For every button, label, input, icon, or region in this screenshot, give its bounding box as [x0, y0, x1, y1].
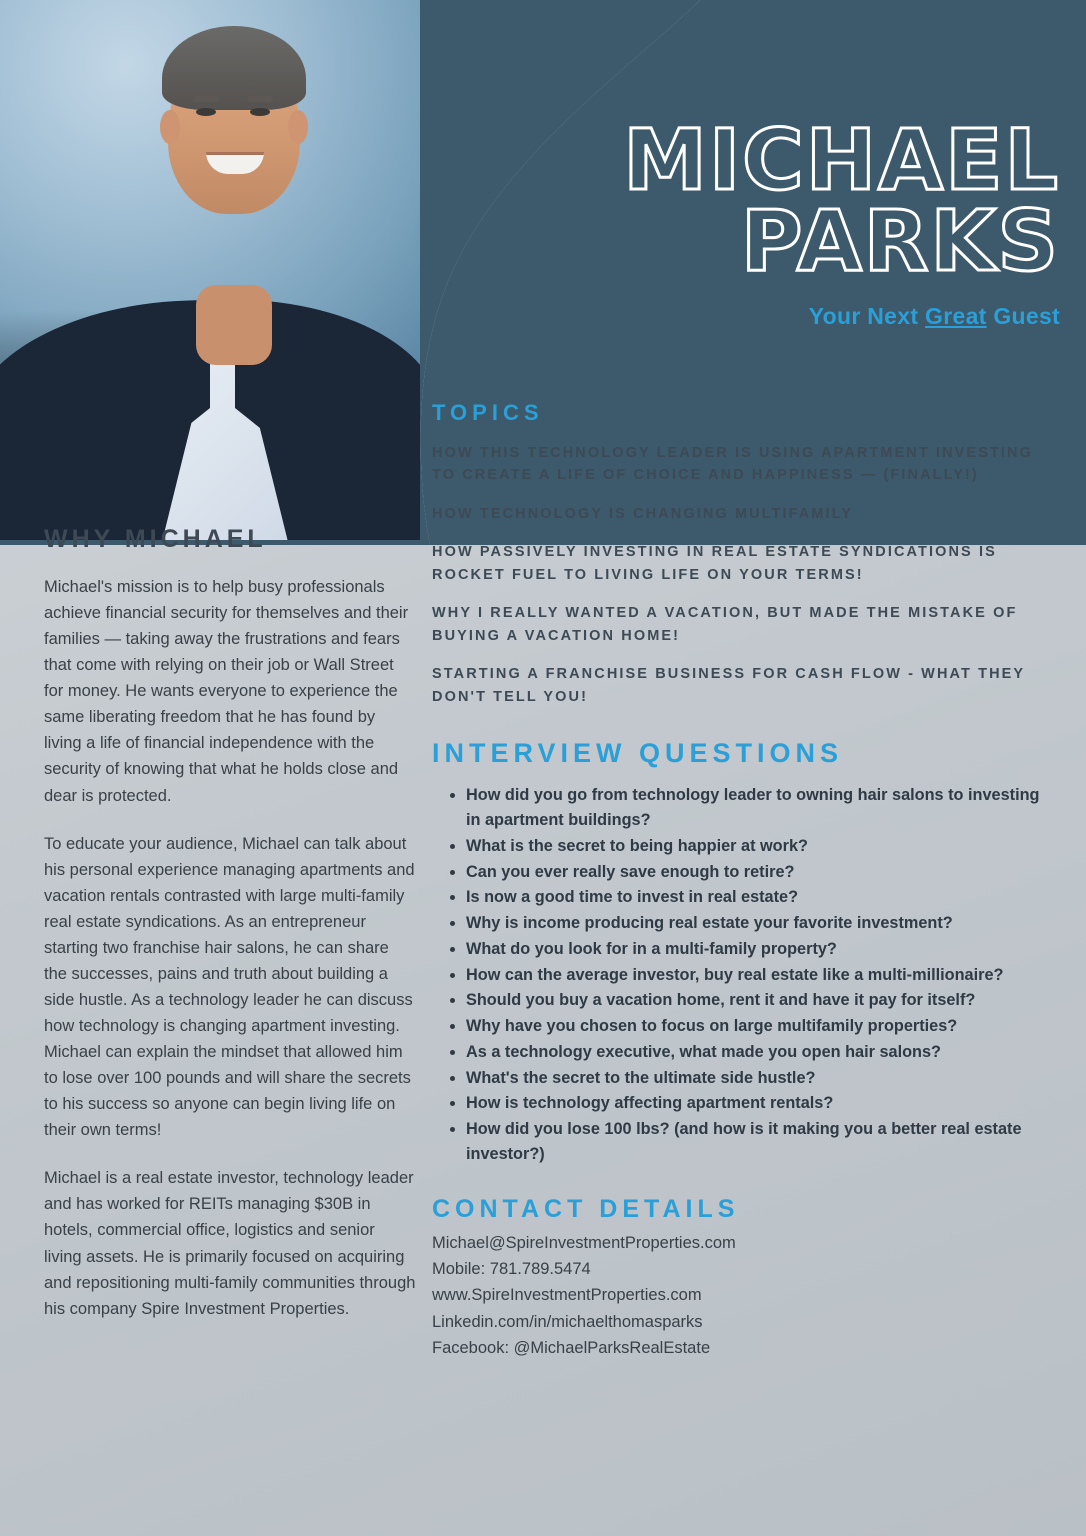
why-paragraph: Michael's mission is to help busy professionals achieve financial security for themselves and their families — taking away the frustrations and fears that come with relying on their job or Wall Street for money. He wants everyone to experience the same liberating freedom that he has found by living a life of financial independence with the security of knowing that what he holds close and dear is protected.	[44, 578, 409, 805]
why-michael-column	[44, 525, 416, 1344]
list-item: • How can the average investor, buy real estate like a multi-millionaire?	[466, 963, 1052, 988]
list-item: • How did you go from technology leader to owning hair salons to investing in apartment buildings?	[466, 783, 1052, 833]
tagline	[540, 303, 1060, 330]
why-michael-heading: WHY MICHAEL	[44, 525, 267, 553]
tagline-prefix: Your Next	[808, 303, 926, 330]
topic-item: HOW TECHNOLOGY IS CHANGING MULTIFAMILY	[432, 505, 854, 522]
contact-website[interactable]: www.SpireInvestmentProperties.com	[432, 1286, 702, 1305]
list-item: • Why have you chosen to focus on large multifamily properties?	[466, 1014, 1052, 1039]
topic-item: HOW PASSIVELY INVESTING IN REAL ESTATE SYNDICATIONS IS ROCKET FUEL TO LIVING LIFE ON YOUR TERMS!	[432, 544, 997, 583]
title-last-name: PARKS	[740, 191, 1060, 290]
topic-item: STARTING A FRANCHISE BUSINESS FOR CASH FLOW - WHAT THEY DON'T TELL YOU!	[432, 666, 1025, 705]
right-content-column	[432, 400, 1052, 1362]
why-paragraph: Michael is a real estate investor, technology leader and has worked for REITs managing $30B in hotels, commercial office, logistics and senior living assets. He is primarily focused on acquiring and repositioning multi-family communities through his company Spire Investment Properties.	[44, 1169, 416, 1318]
contact-linkedin[interactable]: Linkedin.com/in/michaelthomasparks	[432, 1312, 703, 1331]
contact-facebook[interactable]: Facebook: @MichaelParksRealEstate	[432, 1339, 711, 1358]
interview-questions-list	[466, 783, 1052, 1166]
tagline-suffix: Guest	[986, 303, 1060, 330]
list-item: • How is technology affecting apartment rentals?	[466, 1091, 1052, 1116]
list-item: • How did you lose 100 lbs? (and how is it making you a better real estate investor?)	[466, 1117, 1052, 1167]
contact-email[interactable]: Michael@SpireInvestmentProperties.com	[432, 1233, 736, 1252]
topic-item: WHY I REALLY WANTED A VACATION, BUT MADE THE MISTAKE OF BUYING A VACATION HOME!	[432, 605, 1018, 644]
interview-questions-heading: INTERVIEW QUESTIONS	[432, 738, 844, 769]
list-item: • Is now a good time to invest in real estate?	[466, 885, 1052, 910]
why-paragraph: To educate your audience, Michael can talk about his personal experience managing apartments and vacation rentals contrasted with large multi-family real estate syndications. As an entrepreneur starting two franchise hair salons, he can share the successes, pains and truth about building a side hustle. As a technology leader he can discuss how technology is changing apartment investing. Michael can explain the mindset that allowed him to lose over 100 pounds and will share the secrets to his success so anyone can begin living life on their own terms!	[44, 834, 415, 1140]
name-title-block	[540, 111, 1060, 330]
list-item: • As a technology executive, what made you open hair salons?	[466, 1040, 1052, 1065]
headshot-photo	[0, 0, 420, 540]
topics-heading: TOPICS	[432, 400, 544, 425]
topic-item: HOW THIS TECHNOLOGY LEADER IS USING APARTMENT INVESTING TO CREATE A LIFE OF CHOICE AND HAPPINESS — (FINALLY!)	[432, 445, 1034, 484]
list-item: • Why is income producing real estate your favorite investment?	[466, 911, 1052, 936]
contact-details-heading: CONTACT DETAILS	[432, 1194, 740, 1223]
list-item: • What do you look for in a multi-family property?	[466, 937, 1052, 962]
list-item: • What is the secret to being happier at work?	[466, 834, 1052, 859]
tagline-emphasis: Great	[925, 303, 987, 330]
list-item: • Can you ever really save enough to retire?	[466, 860, 1052, 885]
list-item: • Should you buy a vacation home, rent it and have it pay for itself?	[466, 988, 1052, 1013]
list-item: • What's the secret to the ultimate side hustle?	[466, 1066, 1052, 1091]
title-first-name: MICHAEL	[623, 111, 1060, 209]
contact-mobile: Mobile: 781.789.5474	[432, 1260, 591, 1279]
